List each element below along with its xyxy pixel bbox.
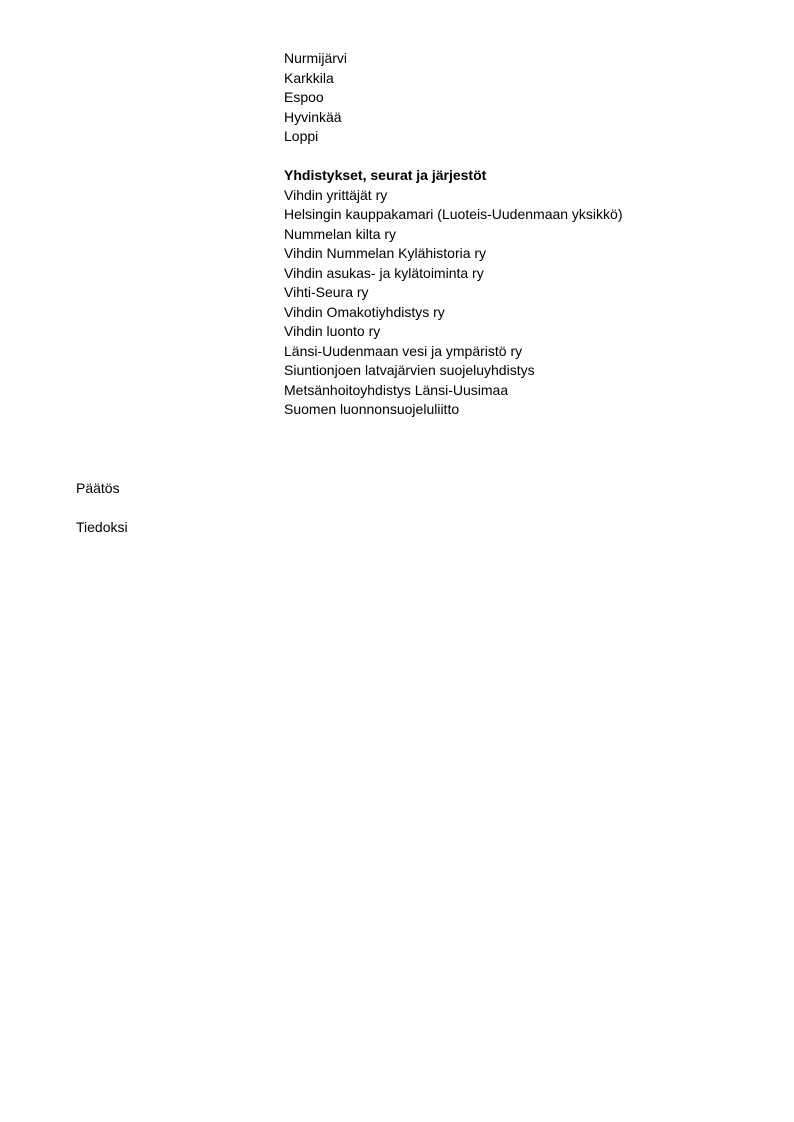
municipality-item: Hyvinkää bbox=[284, 108, 342, 125]
organization-item: Metsänhoitoyhdistys Länsi-Uusimaa bbox=[284, 381, 509, 398]
organization-item: Helsingin kauppakamari (Luoteis-Uudenmaan yksikkö) bbox=[284, 206, 623, 222]
organization-item: Siuntionjoen latvajärvien suojeluyhdistys bbox=[284, 362, 535, 378]
organization-item: Vihdin Omakotiyhdistys ry bbox=[284, 303, 445, 320]
organization-item: Vihdin luonto ry bbox=[284, 323, 381, 339]
organization-list bbox=[284, 166, 623, 420]
organization-item: Vihdin Nummelan Kylähistoria ry bbox=[284, 245, 487, 261]
municipality-item: Karkkila bbox=[284, 69, 334, 86]
municipality-item: Nurmijärvi bbox=[284, 50, 347, 66]
organization-item: Vihti-Seura ry bbox=[284, 284, 369, 300]
decision-label: Päätös bbox=[76, 480, 120, 496]
organization-item: Länsi-Uudenmaan vesi ja ympäristö ry bbox=[284, 342, 523, 359]
for-information-label: Tiedoksi bbox=[76, 519, 128, 535]
organization-item: Suomen luonnonsuojeluliitto bbox=[284, 401, 460, 417]
organization-section-heading: Yhdistykset, seurat ja järjestöt bbox=[284, 167, 487, 183]
municipality-list bbox=[284, 49, 347, 147]
municipality-item: Loppi bbox=[284, 128, 319, 144]
organization-item: Nummelan kilta ry bbox=[284, 225, 397, 242]
organization-item: Vihdin asukas- ja kylätoiminta ry bbox=[284, 264, 484, 281]
organization-item: Vihdin yrittäjät ry bbox=[284, 186, 388, 203]
municipality-item: Espoo bbox=[284, 89, 324, 105]
